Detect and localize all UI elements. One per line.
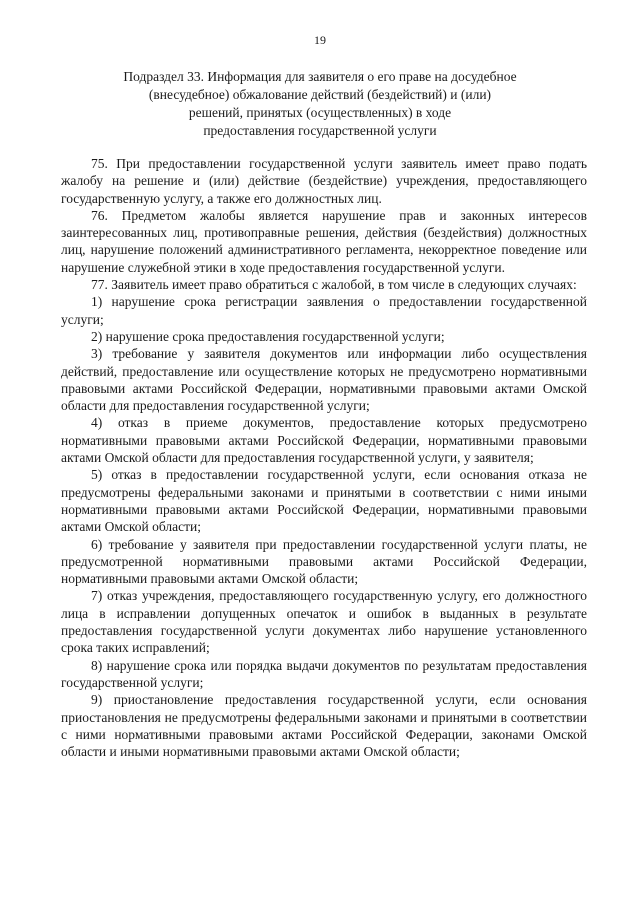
paragraph-75: 75. При предоставлении государственной услуги заявитель имеет право подать жалобу на решение и (или) действие (бездействие) учреждения, предоставляющего государственную услугу, а также его должностных лиц. [61, 156, 587, 206]
list-item-3: 3) требование у заявителя документов или информации либо осуществления действий, предоставление или осуществление которых не предусмотрено нормативными правовыми актами Российской Федерации, нормативными правовыми актами Омской области для предоставления государственной услуги; [61, 346, 587, 414]
list-item-7: 7) отказ учреждения, предоставляющего государственную услугу, его должностного лица в исправлении допущенных опечаток и ошибок в выданных в результате предоставления государственной услуги документах либо нарушение установленного срока таких исправлений; [61, 588, 587, 656]
heading-line: (внесудебное) обжалование действий (бездействий) и (или) [148, 87, 492, 102]
list-item-4: 4) отказ в приеме документов, предоставление которых предусмотрено нормативными правовыми актами Российской Федерации, нормативными правовыми актами Омской области для предоставления государственной услуги, у заявителя; [61, 415, 587, 466]
list-item-5: 5) отказ в предоставлении государственной услуги, если основания отказа не предусмотрены федеральными законами и принятыми в соответствии с ними иными нормативными правовыми актами Российской Федерации, нормативными правовыми актами Омской области; [61, 467, 587, 535]
heading-line: предоставления государственной услуги [203, 123, 437, 138]
list-item-8: 8) нарушение срока или порядка выдачи документов по результатам предоставления государственной услуги; [61, 657, 587, 690]
heading-line: решений, принятых (осуществленных) в ходе [188, 105, 452, 120]
page-number: 19 [314, 33, 326, 47]
section-heading [60, 68, 580, 140]
list-item-1: 1) нарушение срока регистрации заявления о предоставлении государственной услуги; [61, 294, 587, 327]
list-item-2: 2) нарушение срока предоставления государственной услуги; [91, 328, 445, 344]
list-item-9: 9) приостановление предоставления государственной услуги, если основания приостановления не предусмотрены федеральными законами и принятыми в соответствии с ними нормативными правовыми актами Российской Федерации, законами Омской области и иными нормативными правовыми актами Омской области; [61, 692, 587, 760]
paragraph-77: 77. Заявитель имеет право обратиться с жалобой, в том числе в следующих случаях: [91, 277, 577, 293]
heading-line: Подраздел 33. Информация для заявителя о его праве на досудебное [123, 69, 517, 84]
body-text [61, 155, 587, 760]
list-item-6: 6) требование у заявителя при предоставлении государственной услуги платы, не предусмотренной нормативными правовыми актами Российской Федерации, нормативными правовыми актами Омской области; [61, 536, 587, 587]
paragraph-76: 76. Предметом жалобы является нарушение прав и законных интересов заинтересованных лиц, противоправные решения, действия (бездействия) должностных лиц, нарушение положений административного регламента, некорректное поведение или нарушение служебной этики в ходе предоставления государственной услуги. [61, 207, 587, 275]
